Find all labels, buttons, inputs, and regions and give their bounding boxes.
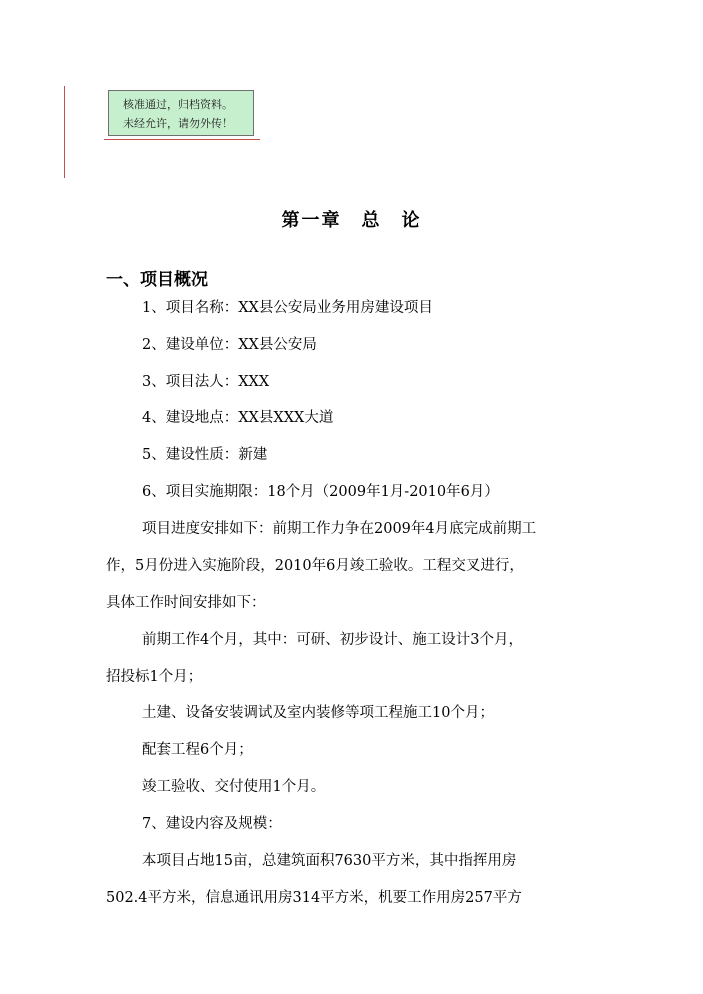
body-line: 502.4平方米，信息通讯用房314平方米，机要工作用房257平方 (106, 890, 522, 906)
body-line: 3、项目法人：XXX (142, 374, 270, 390)
body-line: 招投标1个月； (106, 669, 203, 685)
body-line: 6、项目实施期限：18个月（2009年1月-2010年6月） (142, 484, 499, 500)
section-heading: 一、项目概况 (106, 270, 208, 290)
body-line: 2、建设单位：XX县公安局 (142, 337, 317, 353)
body-line: 本项目占地15亩，总建筑面积7630平方米，其中指挥用房 (142, 853, 517, 869)
body-line: 前期工作4个月，其中：可研、初步设计、施工设计3个月， (142, 632, 523, 648)
body-line: 4、建设地点：XX县XXX大道 (142, 410, 334, 426)
approval-stamp (108, 90, 254, 136)
stamp-line-2: 未经允许，请勿外传！ (123, 117, 233, 130)
body-line: 土建、设备安装调试及室内装修等项工程施工10个月； (142, 705, 494, 721)
stamp-underline (104, 139, 260, 140)
body-line: 1、项目名称：XX县公安局业务用房建设项目 (142, 300, 433, 316)
chapter-title: 第一章 总 论 (281, 210, 422, 231)
body-line: 作，5月份进入实施阶段，2010年6月竣工验收。工程交叉进行， (106, 558, 524, 574)
body-line: 配套工程6个月； (142, 742, 253, 758)
body-line: 7、建设内容及规模： (142, 816, 282, 832)
margin-line (64, 86, 65, 178)
body-line: 竣工验收、交付使用1个月。 (142, 779, 326, 795)
stamp-line-1: 核准通过，归档资料。 (123, 98, 233, 111)
body-line: 5、建设性质：新建 (142, 447, 268, 463)
body-line: 具体工作时间安排如下： (106, 595, 266, 611)
body-line: 项目进度安排如下：前期工作力争在2009年4月底完成前期工 (142, 521, 537, 537)
